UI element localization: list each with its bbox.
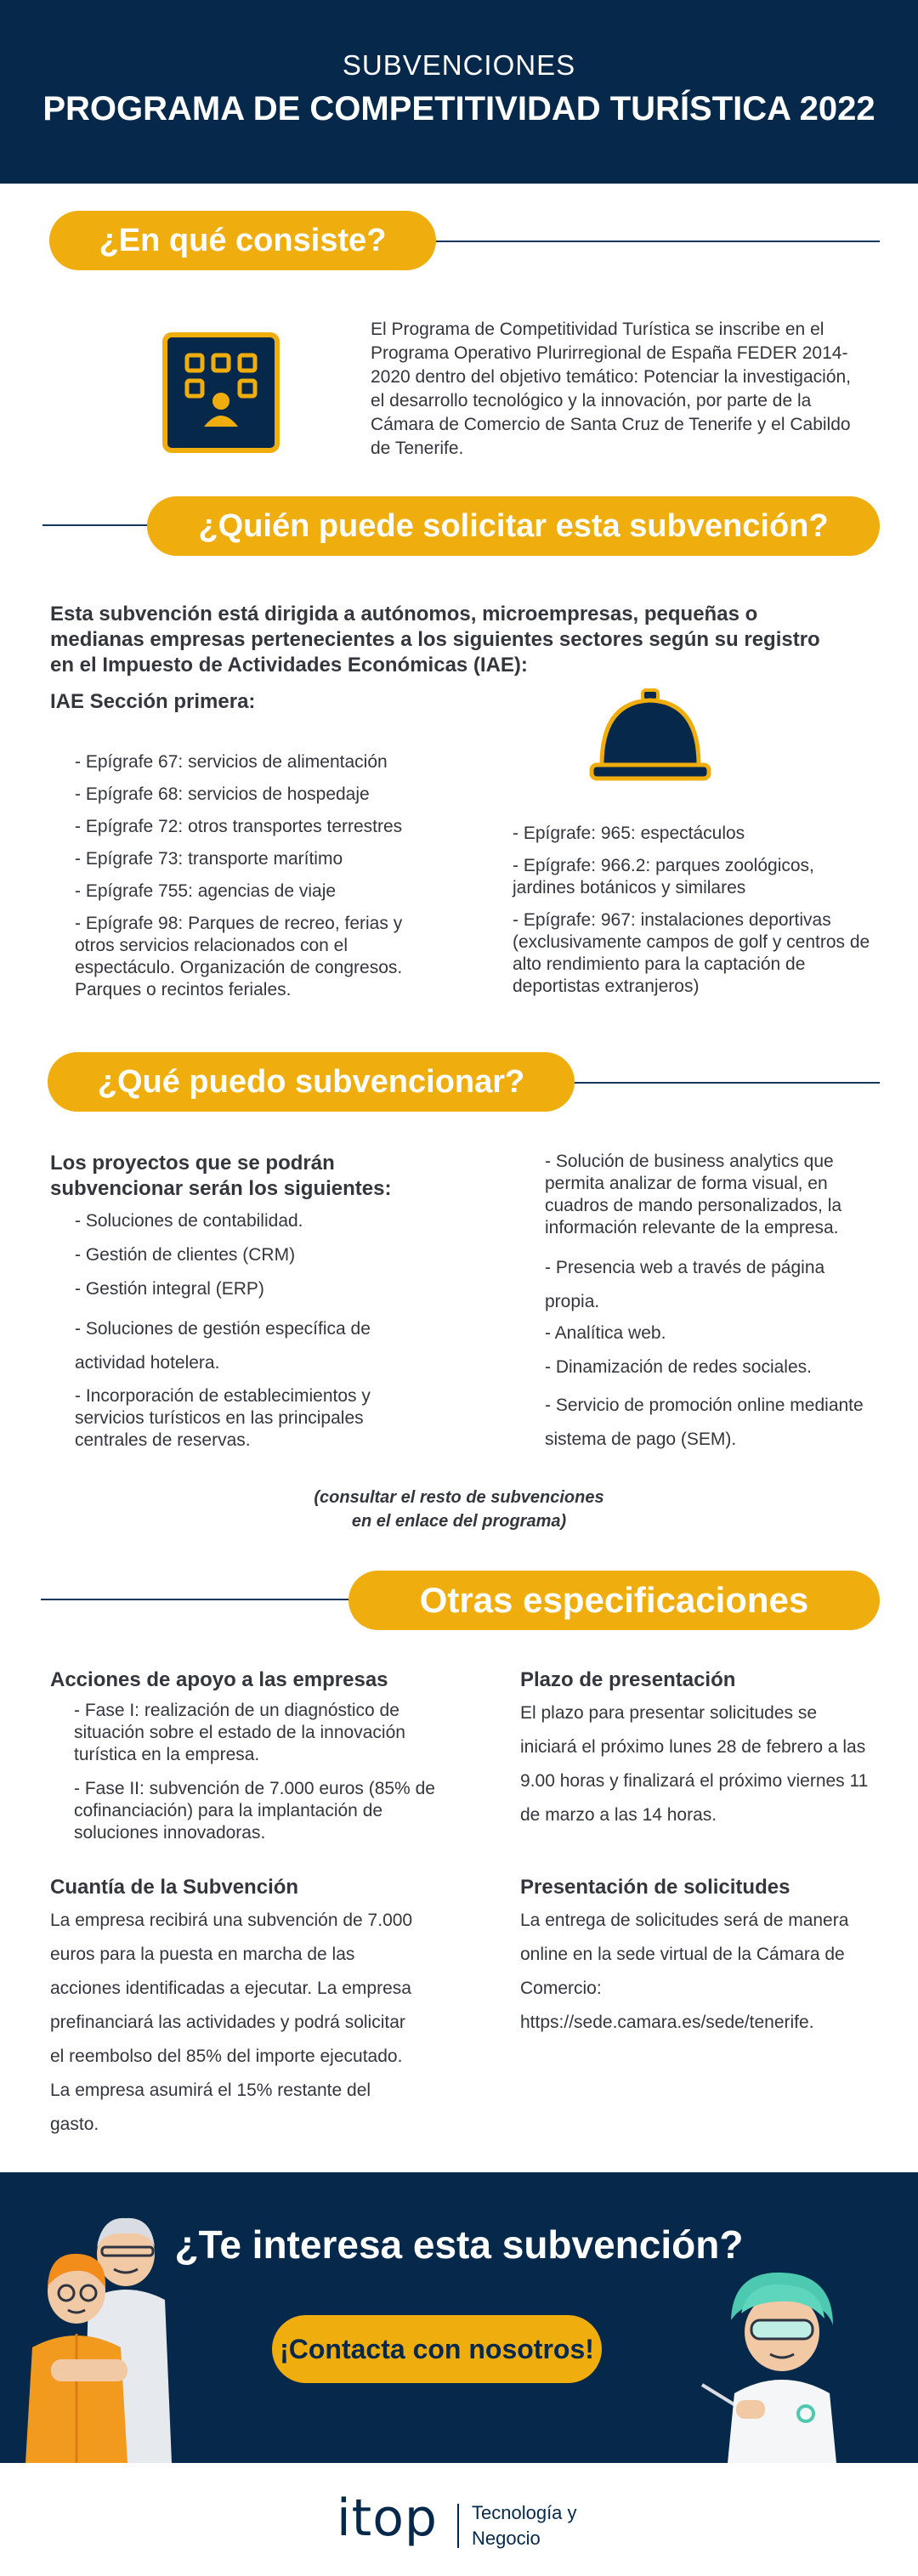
section-heading-otras-especificaciones: Otras especificaciones: [348, 1571, 880, 1630]
list-item: - Epígrafe: 967: instalaciones deportivas (exclusivamente campos de golf y centros de alto rendimiento para la captación de deportistas extranjeros): [513, 910, 870, 996]
list-item: - Epígrafe 67: servicios de alimentación: [75, 752, 388, 772]
consult-note-line2: en el enlace del programa): [351, 1512, 567, 1531]
section-divider: [41, 1599, 355, 1600]
consult-note: [0, 1486, 918, 1533]
cta-banner: [0, 2172, 918, 2463]
cta-title: ¿Te interesa esta subvención?: [174, 2222, 744, 2267]
list-item: - Epígrafe 68: servicios de hospedaje: [75, 784, 370, 804]
section-divider: [42, 524, 162, 526]
consult-note-line1: (consultar el resto de subvenciones: [314, 1488, 604, 1507]
tagline-line2: Negocio: [472, 2528, 541, 2549]
scientist-illustration: [697, 2266, 867, 2463]
section-heading-quien-puede: ¿Quién puede solicitar esta subvención?: [147, 496, 880, 556]
hotel-building-icon: [158, 331, 284, 457]
plazo-title: Plazo de presentación: [520, 1668, 736, 1691]
itop-logo: itop: [337, 2488, 438, 2548]
section-heading-que-subvencionar: ¿Qué puedo subvencionar?: [48, 1052, 575, 1112]
section2-subheading: IAE Sección primera:: [50, 690, 256, 713]
section-divider: [561, 1082, 880, 1084]
header-kicker: SUBVENCIONES: [342, 49, 576, 81]
section-heading-que-consiste: ¿En qué consiste?: [49, 211, 436, 270]
list-item: - Epígrafe 98: Parques de recreo, ferias y otros servicios relacionados con el espectáculo. Organización de congresos. Parques o recintos feriales.: [75, 914, 403, 999]
section2-intro: Esta subvención está dirigida a autónomos, microempresas, pequeñas o medianas empresas pertenecientes a los siguientes sectores según su registro en el Impuesto de Actividades Económicas (IAE):: [50, 603, 820, 677]
cuantia-text: La empresa recibirá una subvención de 7.000 euros para la puesta en marcha de las acciones identificadas a ejecutar. La empresa prefinanciará las actividades y podrá solicitar el reembolso del 85% del importe ejecutado. La empresa asumirá el 15% restante del gasto.: [50, 1911, 413, 2134]
section1-description: El Programa de Competitividad Turística se inscribe en el Programa Operativo Plurirregional de España FEDER 2014-2020 dentro del objetivo temático: Potenciar la investigación, el desarrollo tecnológico y la innovación, por parte de la Cámara de Comercio de Santa Cruz de Tenerife y el Cabildo de Tenerife.: [371, 320, 852, 458]
logo-divider: [457, 2504, 459, 2548]
cuantia-title: Cuantía de la Subvención: [50, 1876, 299, 1899]
plazo-text: El plazo para presentar solicitudes se iniciará el próximo lunes 28 de febrero a las 9.00 horas y finalizará el próximo viernes 11 de marzo a las 14 horas.: [520, 1703, 869, 1825]
contact-button[interactable]: ¡Contacta con nosotros!: [272, 2315, 602, 2383]
acciones-title: Acciones de apoyo a las empresas: [50, 1668, 388, 1691]
service-bell-icon: [586, 685, 714, 787]
list-item: - Dinamización de redes sociales.: [545, 1357, 812, 1377]
list-item: - Epígrafe: 965: espectáculos: [513, 824, 745, 843]
tagline-line1: Tecnología y: [472, 2502, 577, 2523]
acciones-fase2: - Fase II: subvención de 7.000 euros (85% de cofinanciación) para la implantación de soluciones innovadoras.: [74, 1779, 435, 1843]
list-item: - Gestión de clientes (CRM): [75, 1245, 296, 1265]
list-item: - Soluciones de contabilidad.: [75, 1211, 303, 1231]
section3-intro: Los proyectos que se podrán subvencionar serán los siguientes:: [50, 1152, 392, 1200]
acciones-fase1: - Fase I: realización de un diagnóstico de situación sobre el estado de la innovación turística en la empresa.: [74, 1701, 405, 1764]
list-item: - Epígrafe 755: agencias de viaje: [75, 881, 337, 901]
logo-tagline: [472, 2500, 577, 2551]
list-item: - Epígrafe 73: transporte marítimo: [75, 849, 343, 869]
list-item: - Gestión integral (ERP): [75, 1279, 264, 1299]
cuantia-block: [50, 1875, 424, 2142]
presentacion-text: La entrega de solicitudes será de manera online en la sede virtual de la Cámara de Comercio: https://sede.camara.es/sede/tenerife.: [520, 1911, 849, 2032]
list-item: - Servicio de promoción online mediante sistema de pago (SEM).: [545, 1396, 864, 1449]
page-title: PROGRAMA DE COMPETITIVIDAD TURÍSTICA 2022: [42, 90, 876, 127]
projects-left-list: [75, 1210, 432, 1462]
projects-right-list: [545, 1151, 876, 1467]
list-item: - Analítica web.: [545, 1323, 666, 1343]
presentacion-title: Presentación de solicitudes: [520, 1876, 790, 1899]
plazo-block: [520, 1667, 870, 1832]
iae-right-list: [513, 823, 878, 1008]
list-item: - Soluciones de gestión específica de actividad hotelera.: [75, 1319, 371, 1373]
list-item: - Incorporación de establecimientos y servicios turísticos en las principales centrales de reservas.: [75, 1386, 371, 1450]
people-illustration: [26, 2198, 187, 2463]
list-item: - Epígrafe: 966.2: parques zoológicos, jardines botánicos y similares: [513, 856, 814, 897]
acciones-block: [50, 1667, 441, 1844]
list-item: - Solución de business analytics que permita analizar de forma visual, en cuadros de mando personalizados, la información relevante de la empresa.: [545, 1152, 842, 1237]
footer: [0, 2463, 918, 2576]
page-header: [0, 0, 918, 184]
section-divider: [434, 241, 880, 242]
list-item: - Epígrafe 72: otros transportes terrestres: [75, 817, 403, 836]
presentacion-block: [520, 1875, 870, 2040]
iae-left-list: [75, 751, 440, 1011]
list-item: - Presencia web a través de página propia.: [545, 1258, 825, 1311]
